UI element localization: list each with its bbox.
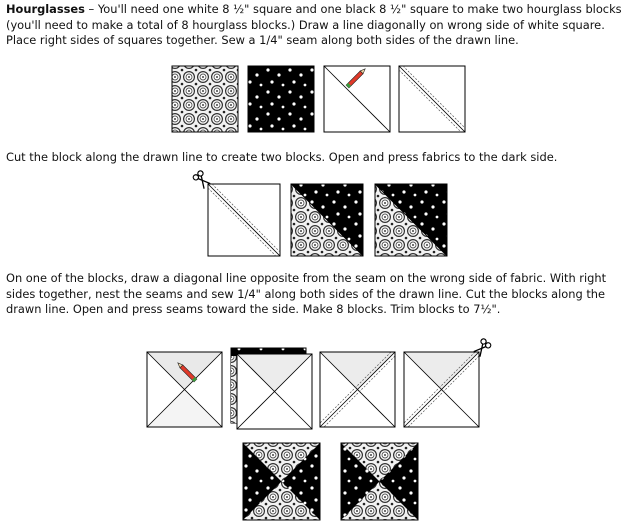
black-dot-square — [248, 66, 314, 132]
white-print-square — [172, 66, 238, 132]
scissors-cut-block — [192, 170, 280, 256]
half-square-triangle-a — [291, 184, 363, 256]
nested-layered-blocks — [231, 348, 312, 429]
pencil-drawing-diagonal — [324, 66, 390, 132]
hourglass-block-b — [341, 443, 418, 520]
scissors-cut-opposite — [404, 338, 492, 427]
hourglass-block-a — [243, 443, 320, 520]
intro-text: – You'll need one white 8 ½" square and one black 8 ½" square to make two hourglass blocks (you'll need to make a total of 8 hourglass blocks.) Draw a line diagonally on wrong side of white square. Place right sides of squares together. Sew a 1/4" seam along both sides of the drawn line. — [6, 2, 622, 47]
step2-paragraph: Cut the block along the drawn line to create two blocks. Open and press fabrics to the dark side. — [6, 150, 558, 164]
pencil-opposite-diagonal — [147, 352, 222, 427]
half-square-triangle-b — [375, 184, 447, 256]
section-title: Hourglasses — [6, 2, 85, 16]
sewn-opposite-diagonal — [320, 352, 395, 427]
step3-paragraph: On one of the blocks, draw a diagonal line opposite from the seam on the wrong side of fabric. With right sides together, nest the seams and sew 1/4" along both sides of the drawn line. Cut the blocks along the drawn line. Open and press seams toward the side. Make 8 blocks. Trim blocks to 7½". — [6, 271, 607, 316]
sewn-seams-diagonal — [399, 66, 465, 132]
